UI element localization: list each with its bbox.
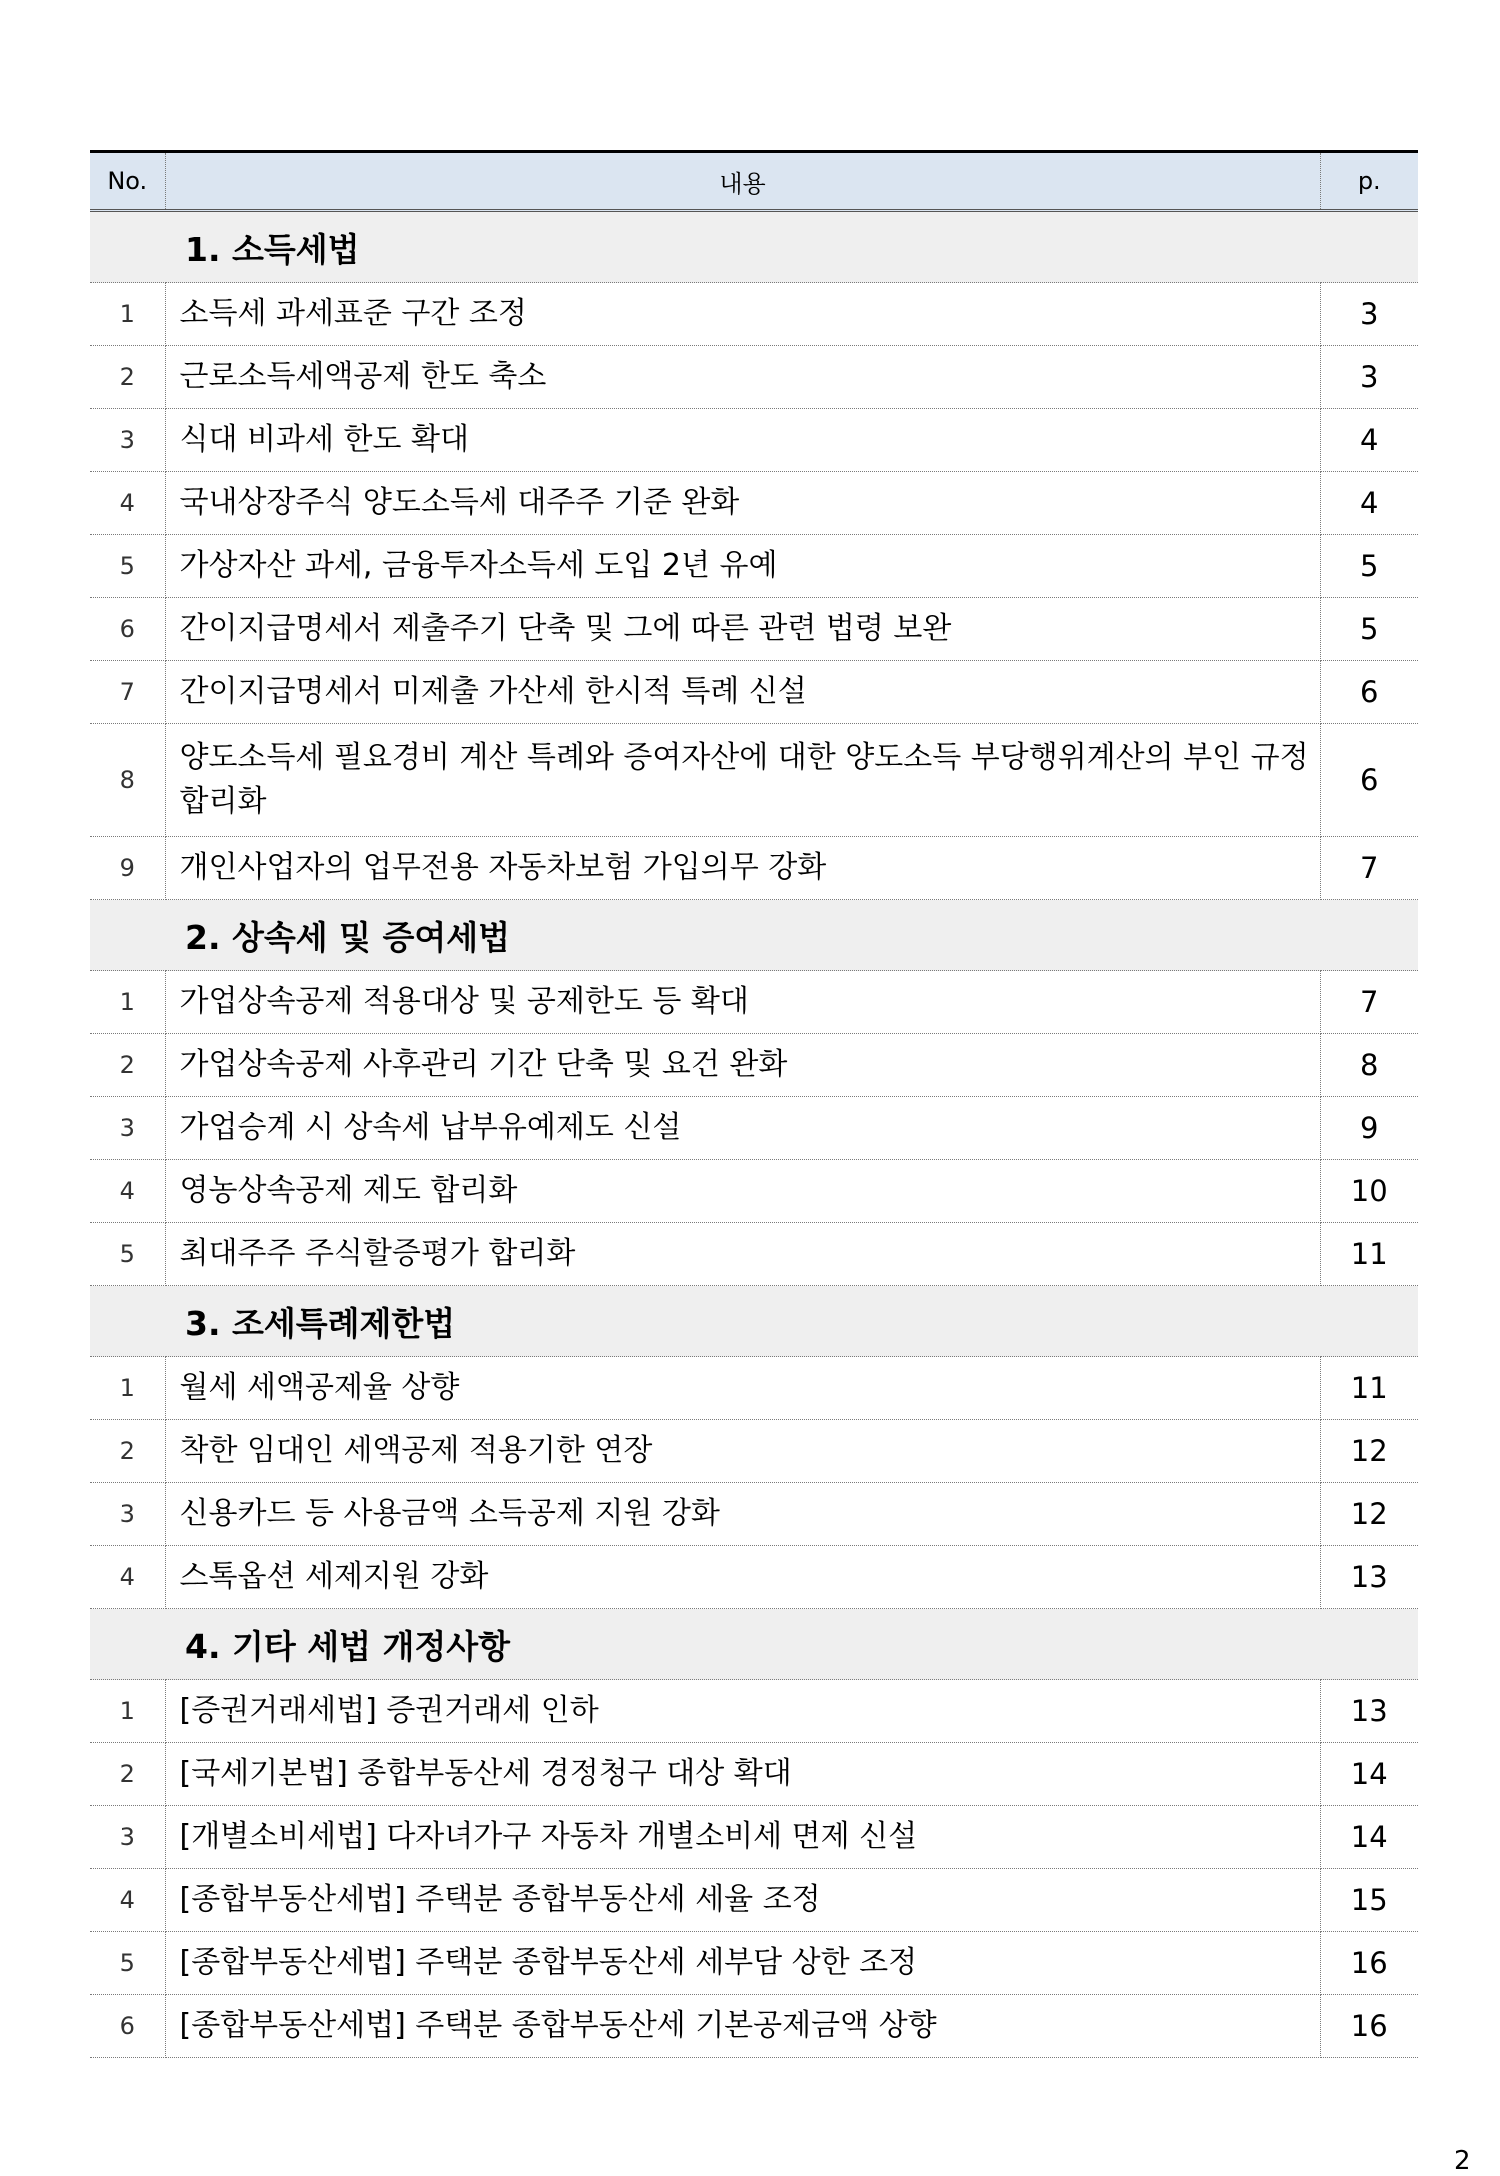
item-title: 개인사업자의 업무전용 자동차보험 가입의무 강화 — [165, 837, 1320, 900]
item-number: 6 — [90, 598, 165, 661]
table-row[interactable] — [90, 1680, 1418, 1743]
item-page: 13 — [1320, 1680, 1418, 1743]
table-row[interactable] — [90, 1223, 1418, 1286]
table-row[interactable] — [90, 409, 1418, 472]
table-row[interactable] — [90, 661, 1418, 724]
table-row[interactable] — [90, 598, 1418, 661]
table-of-contents — [90, 150, 1418, 2058]
section-title: 2. 상속세 및 증여세법 — [90, 900, 1418, 971]
item-number: 5 — [90, 535, 165, 598]
item-number: 4 — [90, 1869, 165, 1932]
page-number: 2 — [1454, 2146, 1471, 2176]
section-title: 4. 기타 세법 개정사항 — [90, 1609, 1418, 1680]
item-number: 5 — [90, 1223, 165, 1286]
table-row[interactable] — [90, 1034, 1418, 1097]
item-title: 식대 비과세 한도 확대 — [165, 409, 1320, 472]
item-title: 가상자산 과세, 금융투자소득세 도입 2년 유예 — [165, 535, 1320, 598]
toc-header-row — [90, 152, 1418, 211]
item-number: 3 — [90, 1806, 165, 1869]
item-title: 소득세 과세표준 구간 조정 — [165, 283, 1320, 346]
table-row[interactable] — [90, 472, 1418, 535]
item-title: 가업승계 시 상속세 납부유예제도 신설 — [165, 1097, 1320, 1160]
item-title: 월세 세액공제율 상향 — [165, 1357, 1320, 1420]
table-row[interactable] — [90, 535, 1418, 598]
item-title: 신용카드 등 사용금액 소득공제 지원 강화 — [165, 1483, 1320, 1546]
table-row[interactable] — [90, 1483, 1418, 1546]
item-number: 3 — [90, 1097, 165, 1160]
table-row[interactable] — [90, 346, 1418, 409]
item-title: 양도소득세 필요경비 계산 특례와 증여자산에 대한 양도소득 부당행위계산의 부인 규정 합리화 — [165, 724, 1320, 837]
item-title: 가업상속공제 적용대상 및 공제한도 등 확대 — [165, 971, 1320, 1034]
item-title: 근로소득세액공제 한도 축소 — [165, 346, 1320, 409]
item-title: 가업상속공제 사후관리 기간 단축 및 요건 완화 — [165, 1034, 1320, 1097]
section-row — [90, 211, 1418, 283]
item-number: 3 — [90, 1483, 165, 1546]
item-page: 6 — [1320, 661, 1418, 724]
item-page: 8 — [1320, 1034, 1418, 1097]
item-title: 국내상장주식 양도소득세 대주주 기준 완화 — [165, 472, 1320, 535]
table-row[interactable] — [90, 971, 1418, 1034]
item-title: 최대주주 주식할증평가 합리화 — [165, 1223, 1320, 1286]
item-page: 12 — [1320, 1420, 1418, 1483]
item-title: [종합부동산세법] 주택분 종합부동산세 세부담 상한 조정 — [165, 1932, 1320, 1995]
item-page: 9 — [1320, 1097, 1418, 1160]
item-page: 10 — [1320, 1160, 1418, 1223]
item-title: 스톡옵션 세제지원 강화 — [165, 1546, 1320, 1609]
item-page: 4 — [1320, 472, 1418, 535]
item-number: 3 — [90, 409, 165, 472]
item-number: 4 — [90, 472, 165, 535]
table-row[interactable] — [90, 1806, 1418, 1869]
table-row[interactable] — [90, 1743, 1418, 1806]
item-title: 간이지급명세서 미제출 가산세 한시적 특례 신설 — [165, 661, 1320, 724]
item-number: 6 — [90, 1995, 165, 2058]
item-page: 12 — [1320, 1483, 1418, 1546]
table-row[interactable] — [90, 724, 1418, 837]
item-title: [개별소비세법] 다자녀가구 자동차 개별소비세 면제 신설 — [165, 1806, 1320, 1869]
item-page: 5 — [1320, 598, 1418, 661]
table-row[interactable] — [90, 283, 1418, 346]
item-page: 11 — [1320, 1357, 1418, 1420]
item-page: 5 — [1320, 535, 1418, 598]
item-title: [국세기본법] 종합부동산세 경정청구 대상 확대 — [165, 1743, 1320, 1806]
item-number: 4 — [90, 1546, 165, 1609]
table-row[interactable] — [90, 837, 1418, 900]
item-number: 4 — [90, 1160, 165, 1223]
item-title: 간이지급명세서 제출주기 단축 및 그에 따른 관련 법령 보완 — [165, 598, 1320, 661]
item-page: 13 — [1320, 1546, 1418, 1609]
item-number: 1 — [90, 1357, 165, 1420]
table-row[interactable] — [90, 1932, 1418, 1995]
item-page: 3 — [1320, 346, 1418, 409]
item-page: 14 — [1320, 1806, 1418, 1869]
item-page: 7 — [1320, 837, 1418, 900]
item-title: [증권거래세법] 증권거래세 인하 — [165, 1680, 1320, 1743]
item-page: 15 — [1320, 1869, 1418, 1932]
section-row — [90, 1286, 1418, 1357]
item-number: 5 — [90, 1932, 165, 1995]
item-page: 6 — [1320, 724, 1418, 837]
table-row[interactable] — [90, 1097, 1418, 1160]
table-row[interactable] — [90, 1546, 1418, 1609]
item-page: 11 — [1320, 1223, 1418, 1286]
table-row[interactable] — [90, 1869, 1418, 1932]
item-number: 2 — [90, 346, 165, 409]
item-title: [종합부동산세법] 주택분 종합부동산세 세율 조정 — [165, 1869, 1320, 1932]
table-row[interactable] — [90, 1160, 1418, 1223]
item-number: 7 — [90, 661, 165, 724]
section-row — [90, 1609, 1418, 1680]
table-row[interactable] — [90, 1357, 1418, 1420]
header-no: No. — [90, 152, 165, 211]
table-row[interactable] — [90, 1420, 1418, 1483]
item-number: 1 — [90, 283, 165, 346]
item-number: 8 — [90, 724, 165, 837]
section-row — [90, 900, 1418, 971]
item-number: 2 — [90, 1743, 165, 1806]
item-page: 14 — [1320, 1743, 1418, 1806]
item-title: 착한 임대인 세액공제 적용기한 연장 — [165, 1420, 1320, 1483]
section-title: 1. 소득세법 — [90, 211, 1418, 283]
item-number: 9 — [90, 837, 165, 900]
item-title: [종합부동산세법] 주택분 종합부동산세 기본공제금액 상향 — [165, 1995, 1320, 2058]
item-number: 2 — [90, 1034, 165, 1097]
item-page: 16 — [1320, 1995, 1418, 2058]
header-content: 내용 — [165, 152, 1320, 211]
table-row[interactable] — [90, 1995, 1418, 2058]
item-page: 3 — [1320, 283, 1418, 346]
header-page: p. — [1320, 152, 1418, 211]
toc-body — [90, 211, 1418, 2058]
item-title: 영농상속공제 제도 합리화 — [165, 1160, 1320, 1223]
item-number: 1 — [90, 971, 165, 1034]
item-page: 16 — [1320, 1932, 1418, 1995]
item-page: 4 — [1320, 409, 1418, 472]
item-page: 7 — [1320, 971, 1418, 1034]
item-number: 2 — [90, 1420, 165, 1483]
section-title: 3. 조세특례제한법 — [90, 1286, 1418, 1357]
item-number: 1 — [90, 1680, 165, 1743]
